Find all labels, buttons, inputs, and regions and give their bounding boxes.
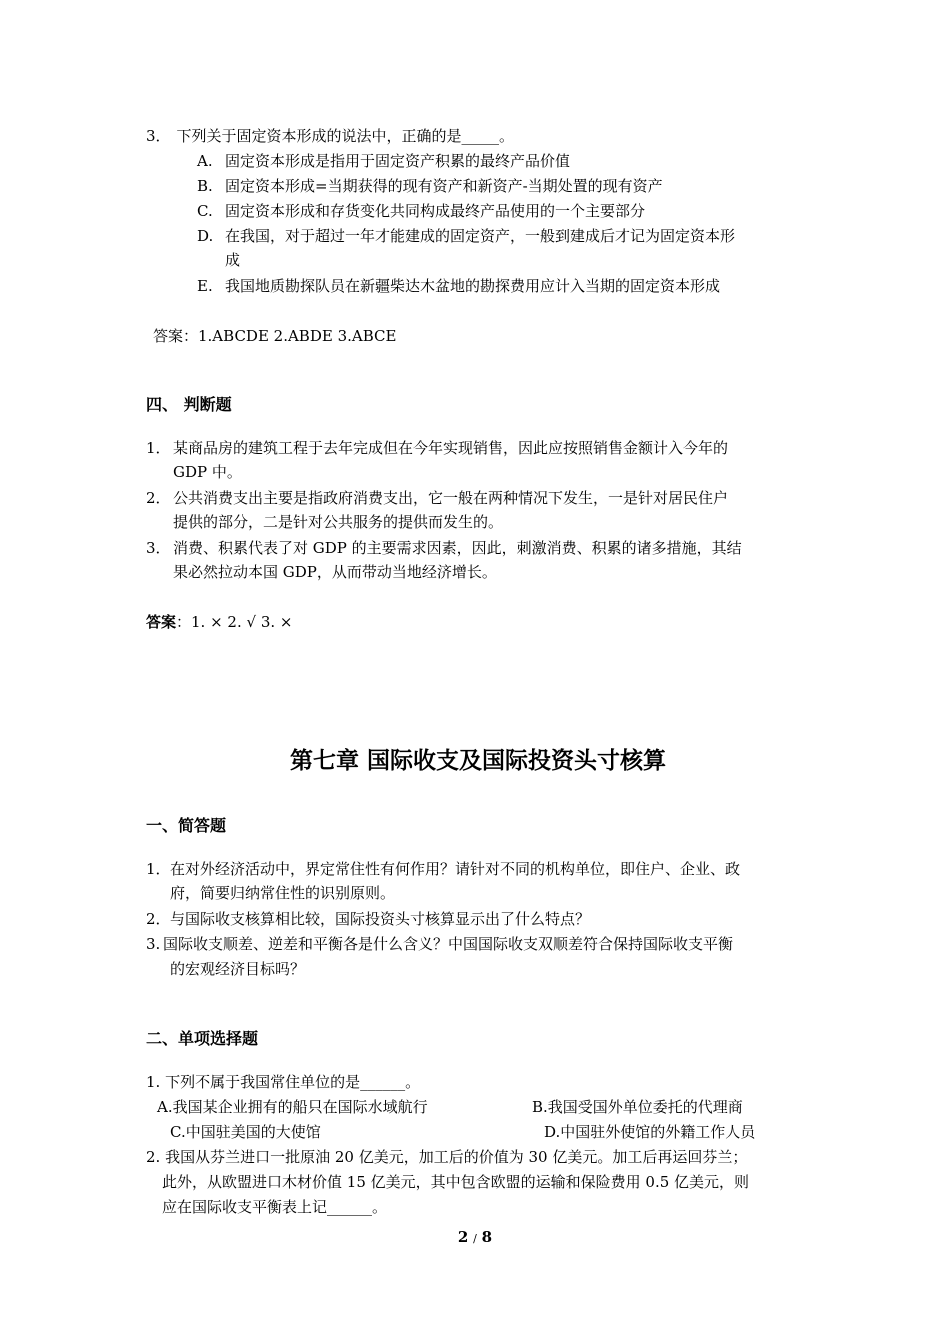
option-key-d: D. [197,227,214,245]
section-heading-single-choice: 二、单项选择题 [146,1029,259,1048]
sc-q1-option-b: B.我国受国外单位委托的代理商 [532,1098,743,1116]
page-separator: / [473,1232,477,1245]
option-key-a: A. [197,152,213,170]
option-text-b: 固定资本形成=当期获得的现有资产和新资产-当期处置的现有资产 [225,177,663,195]
tf-answer-label: 答案 [146,613,177,631]
option-key-b: B. [197,177,213,195]
question-3 [146,126,514,146]
section-heading-short-answer: 一、简答题 [146,816,227,835]
tf-item-3-line1: 消费、积累代表了对 GDP 的主要需求因素，因此，刺激消费、积累的诸多措施，其结 [173,539,742,557]
sa-item-1-line2: 府，简要归纳常住性的识别原则。 [170,884,396,902]
sc-q2-line3: 应在国际收支平衡表上记______。 [162,1198,388,1216]
option-text-c: 固定资本形成和存货变化共同构成最终产品使用的一个主要部分 [225,202,646,220]
option-text-d: 在我国，对于超过一年才能建成的固定资产，一般到建成后才记为固定资本形 [225,227,736,245]
option-text-e: 我国地质勘探队员在新疆柴达木盆地的勘探费用应计入当期的固定资本形成 [225,277,721,295]
option-key-e: E. [197,277,213,295]
sc-q1-option-d: D.中国驻外使馆的外籍工作人员 [544,1123,756,1141]
sc-q1-stem: 1. 下列不属于我国常住单位的是______。 [146,1073,421,1091]
sa-item-2-number: 2． [146,910,171,928]
sa-item-3-line1: 国际收支顺差、逆差和平衡各是什么含义？中国国际收支双顺差符合保持国际收支平衡 [163,935,734,953]
tf-item-3-line2: 果必然拉动本国 GDP，从而带动当地经济增长。 [173,563,497,581]
answer-line: 答案：1.ABCDE 2.ABDE 3.ABCE [153,327,397,345]
option-text-a: 固定资本形成是指用于固定资产积累的最终产品价值 [225,152,571,170]
sc-q1-option-c: C.中国驻美国的大使馆 [170,1123,321,1141]
tf-answer-text: ：1. × 2. √ 3. × [176,613,293,631]
tf-item-2-line1: 公共消费支出主要是指政府消费支出，它一般在两种情况下发生，一是针对居民住户 [173,489,729,507]
sa-item-2-line1: 与国际收支核算相比较，国际投资头寸核算显示出了什么特点？ [170,910,591,928]
sc-q1-option-a: A.我国某企业拥有的船只在国际水域航行 [157,1098,428,1116]
section-heading-true-false: 四、 判断题 [146,395,232,414]
tf-answer [146,612,293,632]
option-text-d-continued: 成 [225,251,241,269]
sa-item-1-line1: 在对外经济活动中，界定常住性有何作用？请针对不同的机构单位，即住户、企业、政 [170,860,741,878]
question-stem: 下列关于固定资本形成的说法中，正确的是_____。 [176,127,515,145]
sa-item-1-number: 1． [146,860,171,878]
page-current: 2 [457,1228,469,1246]
tf-item-1-line1: 某商品房的建筑工程于去年完成但在今年实现销售，因此应按照销售金额计入今年的 [173,439,729,457]
tf-item-3-number: 3． [146,539,171,557]
question-number: 3． [146,127,171,145]
page-number [0,1228,950,1246]
chapter-title: 第七章 国际收支及国际投资头寸核算 [290,748,667,774]
tf-item-2-number: 2． [146,489,171,507]
sa-item-3-line2: 的宏观经济目标吗？ [170,960,306,978]
option-key-c: C. [197,202,213,220]
sc-q2-line1: 2. 我国从芬兰进口一批原油 20 亿美元，加工后的价值为 30 亿美元。加工后再运回芬兰； [146,1148,748,1166]
tf-item-2-line2: 提供的部分，二是针对公共服务的提供而发生的。 [173,513,504,531]
tf-item-1-number: 1． [146,439,171,457]
tf-item-1-line2: GDP 中。 [173,463,242,481]
sa-item-3-number: 3. [146,935,161,953]
sc-q2-line2: 此外，从欧盟进口木材价值 15 亿美元，其中包含欧盟的运输和保险费用 0.5 亿美元，则 [162,1173,750,1191]
page-total: 8 [481,1228,493,1246]
